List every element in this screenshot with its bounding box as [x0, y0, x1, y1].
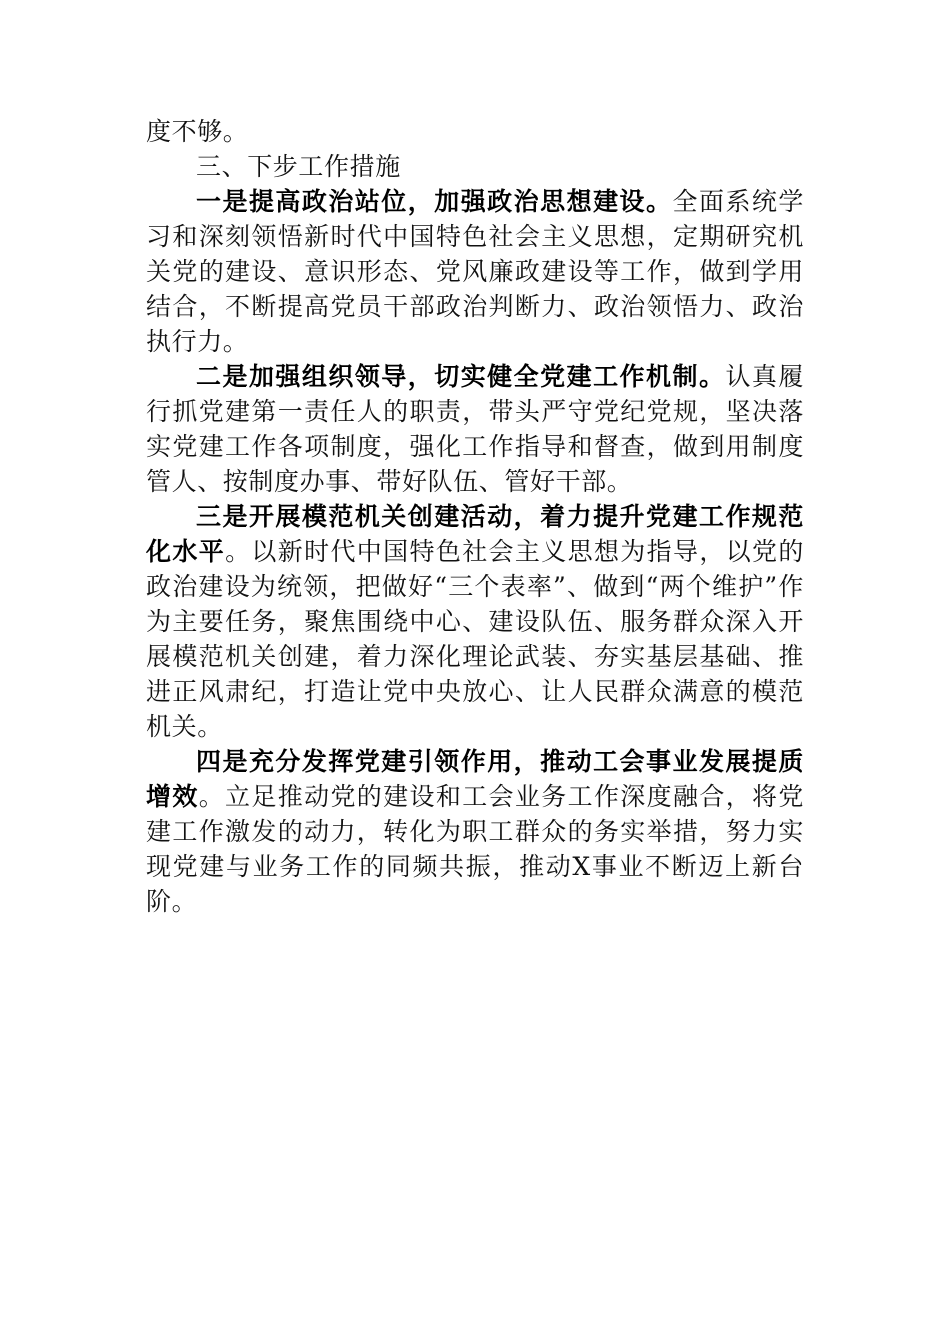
measure-item-4 — [146, 744, 804, 919]
measure-title-4: 四是充分发挥党建引领作用，推动工会事业发展提质增效 — [146, 747, 804, 811]
measure-title-2: 二是加强组织领导，切实健全党建工作机制。 — [196, 362, 726, 391]
measure-item-2 — [146, 359, 804, 499]
measure-title-3: 三是开展模范机关创建活动，着力提升党建工作规范化水平 — [146, 502, 804, 566]
section-heading: 三、下步工作措施 — [196, 152, 401, 181]
measure-item-1 — [146, 184, 804, 359]
lead-text: 度不够。 — [146, 117, 249, 146]
measure-body-3: 。以新时代中国特色社会主义思想为指导，以党的政治建设为统领，把做好“三个表率”、做到“两个维护”作为主要任务，聚焦围绕中心、建设队伍、服务群众深入开展模范机关创建，着力深化理论武装、夯实基层基础、推进正风肃纪，打造让党中央放心、让人民群众满意的模范机关。 — [146, 537, 805, 741]
measure-body-1: 全面系统学习和深刻领悟新时代中国特色社会主义思想，定期研究机关党的建设、意识形态、党风廉政建设等工作，做到学用结合，不断提高党员干部政治判断力、政治领悟力、政治执行力。 — [146, 187, 804, 356]
measure-title-1: 一是提高政治站位，加强政治思想建设。 — [196, 187, 673, 216]
measure-item-3 — [146, 499, 804, 744]
document-page — [146, 114, 804, 919]
measure-body-2: 认真履行抓党建第一责任人的职责，带头严守党纪党规，坚决落实党建工作各项制度，强化工作指导和督查，做到用制度管人、按制度办事、带好队伍、管好干部。 — [146, 362, 804, 496]
measure-body-4: 。立足推动党的建设和工会业务工作深度融合，将党建工作激发的动力，转化为职工群众的务实举措，努力实现党建与业务工作的同频共振，推动X事业不断迈上新台阶。 — [146, 782, 804, 916]
